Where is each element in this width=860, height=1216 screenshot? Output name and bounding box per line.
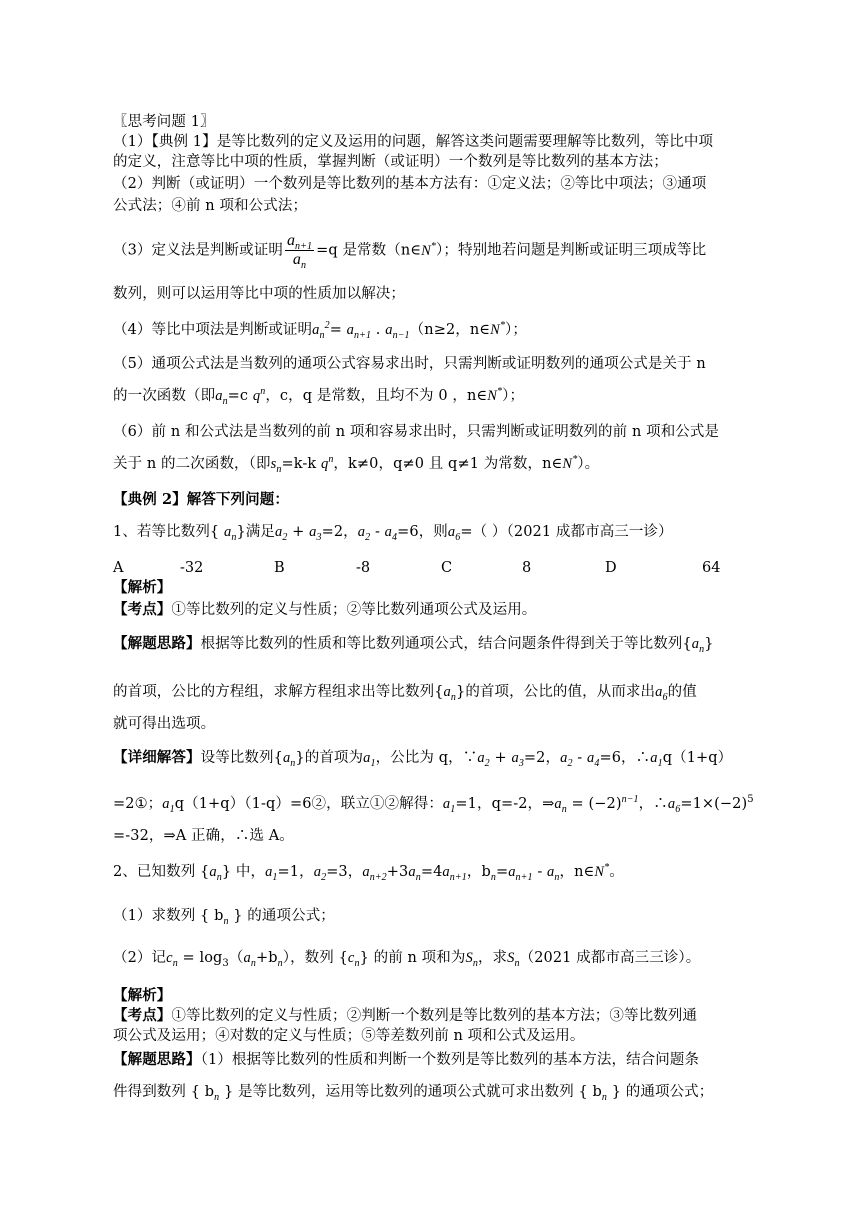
text-line: 的定义，注意等比中项的性质，掌握判断（或证明）一个数列是等比数列的基本方法；: [113, 154, 668, 170]
text-line: 【考点】①等比数列的定义与性质；②等比数列通项公式及运用。: [113, 601, 537, 618]
example-heading: 【典例 2】解答下列问题：: [113, 491, 289, 508]
text-line: 就可得出选项。: [113, 716, 216, 732]
text-line: =2①；$a_1q(1+q)(1-q)=6②$，联立①②解得：$a_1=1$，q=-2，$\Rightarrow a_n = (-2)^{n-1}$，$\therefore a_6=1\times(-2)^5$: [113, 794, 754, 815]
section-heading: 〖思考问题 1〗: [113, 114, 215, 130]
text-line: （4）等比中项法是判断或证明$a_n^2= a_{n+1}$ . $a_{n-1}(n\ge 2$，n∈N*）；: [113, 320, 527, 341]
option-d-value: 64: [702, 560, 721, 576]
text-line: 【详细解答】设等比数列$\{a_n\}$的首项为$a_1$，公比为 q，$\because a_2 + a_3=2$，$a_2 - a_4=6$，$\therefore a_1q(1+q)$: [113, 749, 733, 769]
text-line: 关于 n 的二次函数，（即$s_n=k-k$ $q^n$，k≠0，q≠0 且 q≠1 为常数，n∈N*）。: [113, 454, 600, 475]
text-line: 【解题思路】根据等比数列的性质和等比数列通项公式，结合问题条件得到关于等比数列$\{a_n\}$: [113, 635, 714, 655]
text-line: =-32，⇒A 正确，∴选 A。: [113, 828, 294, 844]
text-line: 件得到数列 { $b_n$ } 是等比数列，运用等比数列的通项公式就可求出数列 { $b_n$ } 的通项公式；: [113, 1084, 714, 1103]
text-line: （1）【典例 1】是等比数列的定义及运用的问题，解答这类问题需要理解等比数列，等比中项: [113, 134, 714, 150]
option-a-label: A: [113, 560, 124, 576]
text-line: 【考点】①等比数列的定义与性质；②判断一个数列是等比数列的基本方法；③等比数列通: [113, 1007, 698, 1024]
text-line: 【解题思路】（1）根据等比数列的性质和判断一个数列是等比数列的基本方法，结合问题条: [113, 1051, 700, 1068]
text-line: （6）前 n 和公式法是当数列的前 n 项和容易求出时，只需判断或证明数列的前 n 项和公式是: [113, 424, 720, 440]
text-line: （1）求数列 { $b_n$ } 的通项公式；: [113, 908, 335, 927]
analysis-heading-2: 【解析】: [113, 987, 172, 1004]
fraction: $\frac{a_{n+1}}{a_n}$: [286, 232, 313, 272]
option-b-label: B: [274, 560, 285, 576]
option-c-label: C: [441, 560, 453, 576]
text-line: 数列，则可以运用等比中项的性质加以解决；: [113, 286, 405, 302]
text-line: 公式法；④前 n 项和公式法；: [113, 198, 308, 214]
text-line: 的一次函数（即$a_n=c$ $q^n$，c，q 是常数，且均不为 0 ，n∈N*）；: [113, 386, 525, 407]
option-a-value: -32: [180, 560, 204, 576]
text-line: （5）通项公式法是当数列的通项公式容易求出时，只需判断或证明数列的通项公式是关于 n: [113, 356, 706, 372]
analysis-heading: 【解析】: [113, 579, 172, 596]
text-line-definition: （3）定义法是判断或证明 $\frac{a_{n+1}}{a_n}$ =q 是常数（n∈N*）；特别地若问题是判断或证明三项成等比: [113, 232, 707, 272]
text-line: （2）判断（或证明）一个数列是等比数列的基本方法有：①定义法；②等比中项法；③通项: [113, 176, 707, 192]
text-line: （2）记$c_n = \log_3(a_n+b_n)$，数列 $\{c_n\}$ 的前 n 项和为$S_n$，求$S_n(2021$ 成都市高三三诊）。: [113, 950, 701, 969]
question-2: 2、已知数列 $\{a_n\}$ 中，$a_1=1$，$a_2=3$，$a_{n+2}+3a_n=4a_{n+1}$，$b_n=a_{n+1} - a_n$，n∈N*。: [113, 862, 624, 883]
option-b-value: -8: [356, 560, 371, 576]
text-line: 项公式及运用；④对数的定义与性质；⑤等差数列前 n 项和公式及运用。: [113, 1028, 585, 1044]
question-1: 1、若等比数列{ $a_n$}满足$a_2 + a_3=2$，$a_2 - a_4=6$，则$a_6=$（ ）（2021 成都市高三一诊）: [113, 524, 673, 543]
option-d-label: D: [605, 560, 617, 576]
text-line: 的首项，公比的方程组，求解方程组求出等比数列$\{a_n\}$的首项，公比的值，从而求出$a_6$的值: [113, 684, 697, 703]
option-c-value: 8: [522, 560, 532, 576]
